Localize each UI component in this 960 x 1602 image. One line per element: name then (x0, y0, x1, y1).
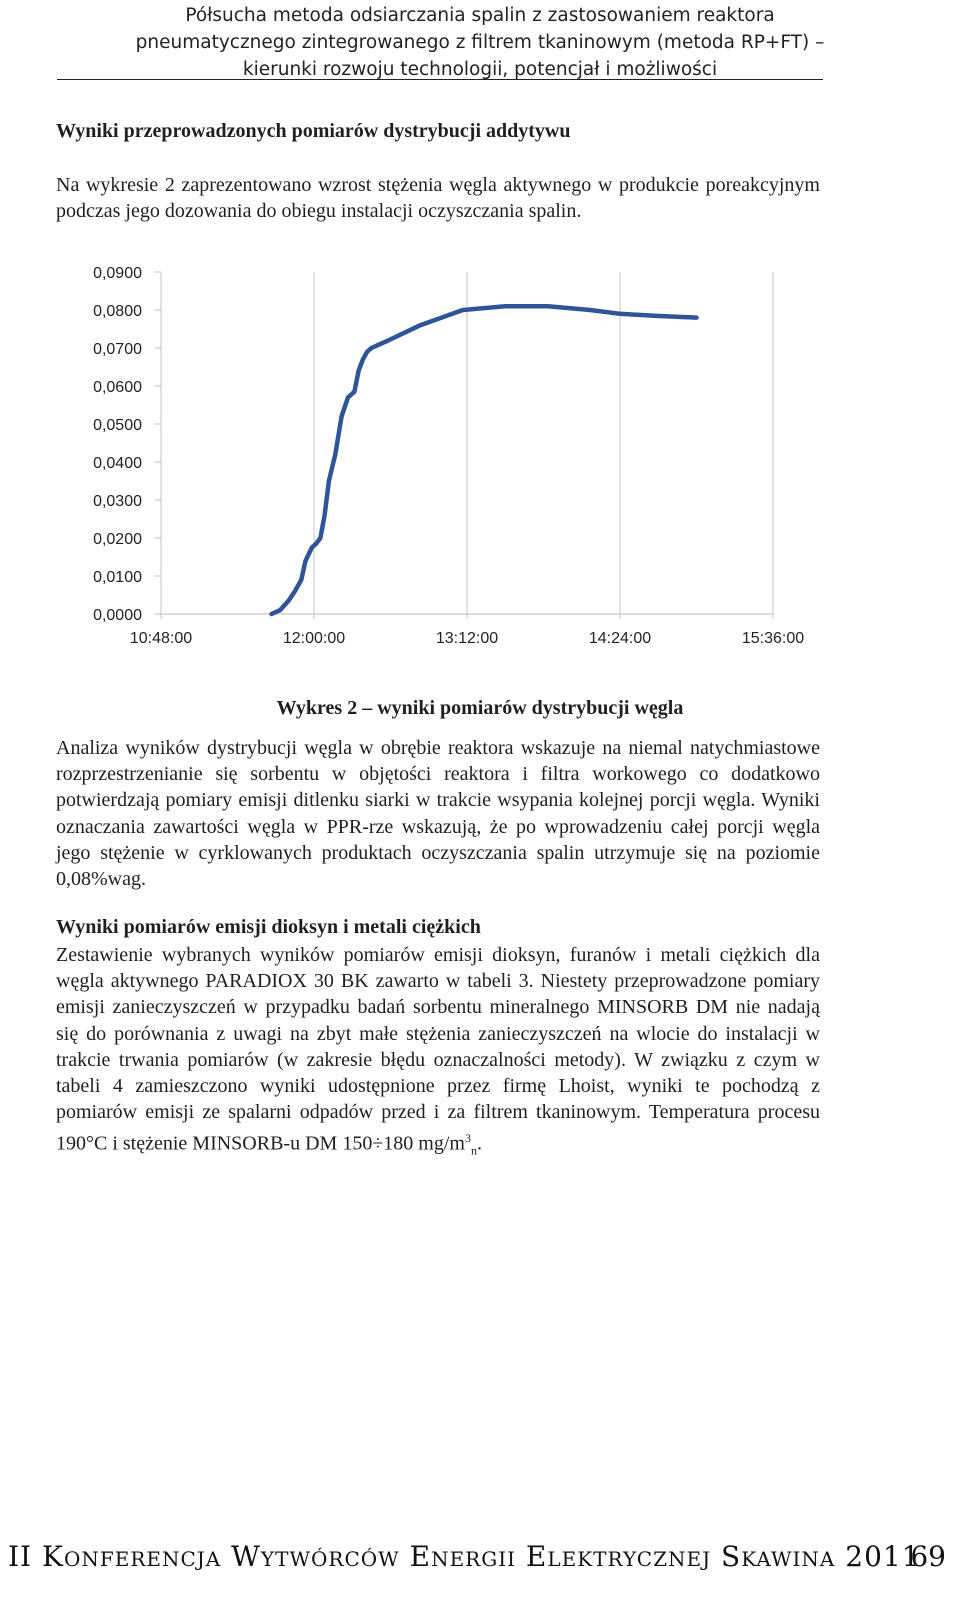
section-heading-dioxins: Wyniki pomiarów emisji dioksyn i metali ciężkich (56, 916, 481, 938)
x-tick-label: 12:00:00 (282, 630, 346, 647)
y-tick-label: 0,0400 (93, 455, 142, 472)
x-axis-ticks (130, 630, 804, 647)
y-tick-label: 0,0100 (93, 569, 142, 586)
y-tick-label: 0,0900 (93, 265, 142, 282)
y-axis-ticks (93, 265, 161, 624)
x-tick-label: 15:36:00 (741, 630, 805, 647)
x-tick-label: 14:24:00 (588, 630, 652, 647)
header-line-2: pneumatycznego zintegrowanego z filtrem tkaninowym (metoda RP+FT) – (135, 32, 825, 53)
header-rule (57, 79, 823, 80)
concentration-series-line (272, 306, 697, 614)
y-tick-label: 0,0000 (93, 607, 142, 624)
chart-caption: Wykres 2 – wyniki pomiarów dystrybucji węgla (276, 697, 684, 719)
footer-conference: II Konferencja Wytwórców Energii Elektrycznej Skawina 2011 (8, 1540, 921, 1573)
header-line-3: kierunki rozwoju technologii, potencjał i możliwości (242, 59, 718, 80)
page-number: 69 (910, 1540, 946, 1573)
unit-superscript: 3 (464, 1131, 471, 1146)
running-header (0, 2, 960, 83)
paragraph-intro: Na wykresie 2 zaprezentowano wzrost stężenia węgla aktywnego w produkcie poreakcyjnym podczas jego dozowania do obiegu instalacji oczyszczania spalin. (56, 174, 820, 223)
paragraph-end: . (476, 1133, 482, 1156)
x-tick-label: 13:12:00 (435, 630, 499, 647)
y-tick-label: 0,0600 (93, 379, 142, 396)
y-tick-label: 0,0800 (93, 303, 142, 320)
chart-grid (161, 272, 773, 619)
unit-subscript: n (470, 1144, 477, 1159)
paragraph-dioxins-text: Zestawienie wybranych wyników pomiarów emisji dioksyn, furanów i metali ciężkich dla węgla aktywnego PARADIOX 30 BK zawarto w tabeli 3. Niestety przeprowadzone pomiary emisji zanieczyszczeń w przypadku badań sorbentu mineralnego MINSORB DM nie nadają się do porównania z uwagi na zbyt małe stężenia zanieczyszczeń na wlocie do instalacji w trakcie trwania pomiarów (w zakresie błędu oznaczalności metody). W związku z czym w tabeli 4 zamieszczono wyniki udostępnione przez firmę Lhoist, wyniki te pochodzą z pomiarów emisji ze spalarni odpadów przed i za filtrem tkaninowym. Temperatura procesu 190°C i stężenie MINSORB-u DM 150÷180 mg/m (56, 944, 820, 1156)
y-tick-label: 0,0300 (93, 493, 142, 510)
section-heading-additive: Wyniki przeprowadzonych pomiarów dystrybucji addytywu (56, 120, 571, 142)
header-line-1: Półsucha metoda odsiarczania spalin z zastosowaniem reaktora (185, 5, 775, 26)
line-chart (0, 255, 960, 655)
y-tick-label: 0,0700 (93, 341, 142, 358)
paragraph-dioxins (56, 942, 820, 1164)
y-tick-label: 0,0200 (93, 531, 142, 548)
y-tick-label: 0,0500 (93, 417, 142, 434)
paragraph-analysis: Analiza wyników dystrybucji węgla w obrębie reaktora wskazuje na niemal natychmiastowe rozprzestrzenianie się sorbentu w objętości reaktora i filtra workowego co dodatkowo potwierdzają pomiary emisji ditlenku siarki w trakcie wsypania kolejnej porcji węgla. Wyniki oznaczania zawartości węgla w PPR-rze wskazują, że po wprowadzeniu całej porcji węgla jego stężenie w cyrklowanych produktach oczyszczania spalin utrzymuje się na poziomie 0,08%wag. (56, 737, 820, 891)
x-tick-label: 10:48:00 (129, 630, 193, 647)
